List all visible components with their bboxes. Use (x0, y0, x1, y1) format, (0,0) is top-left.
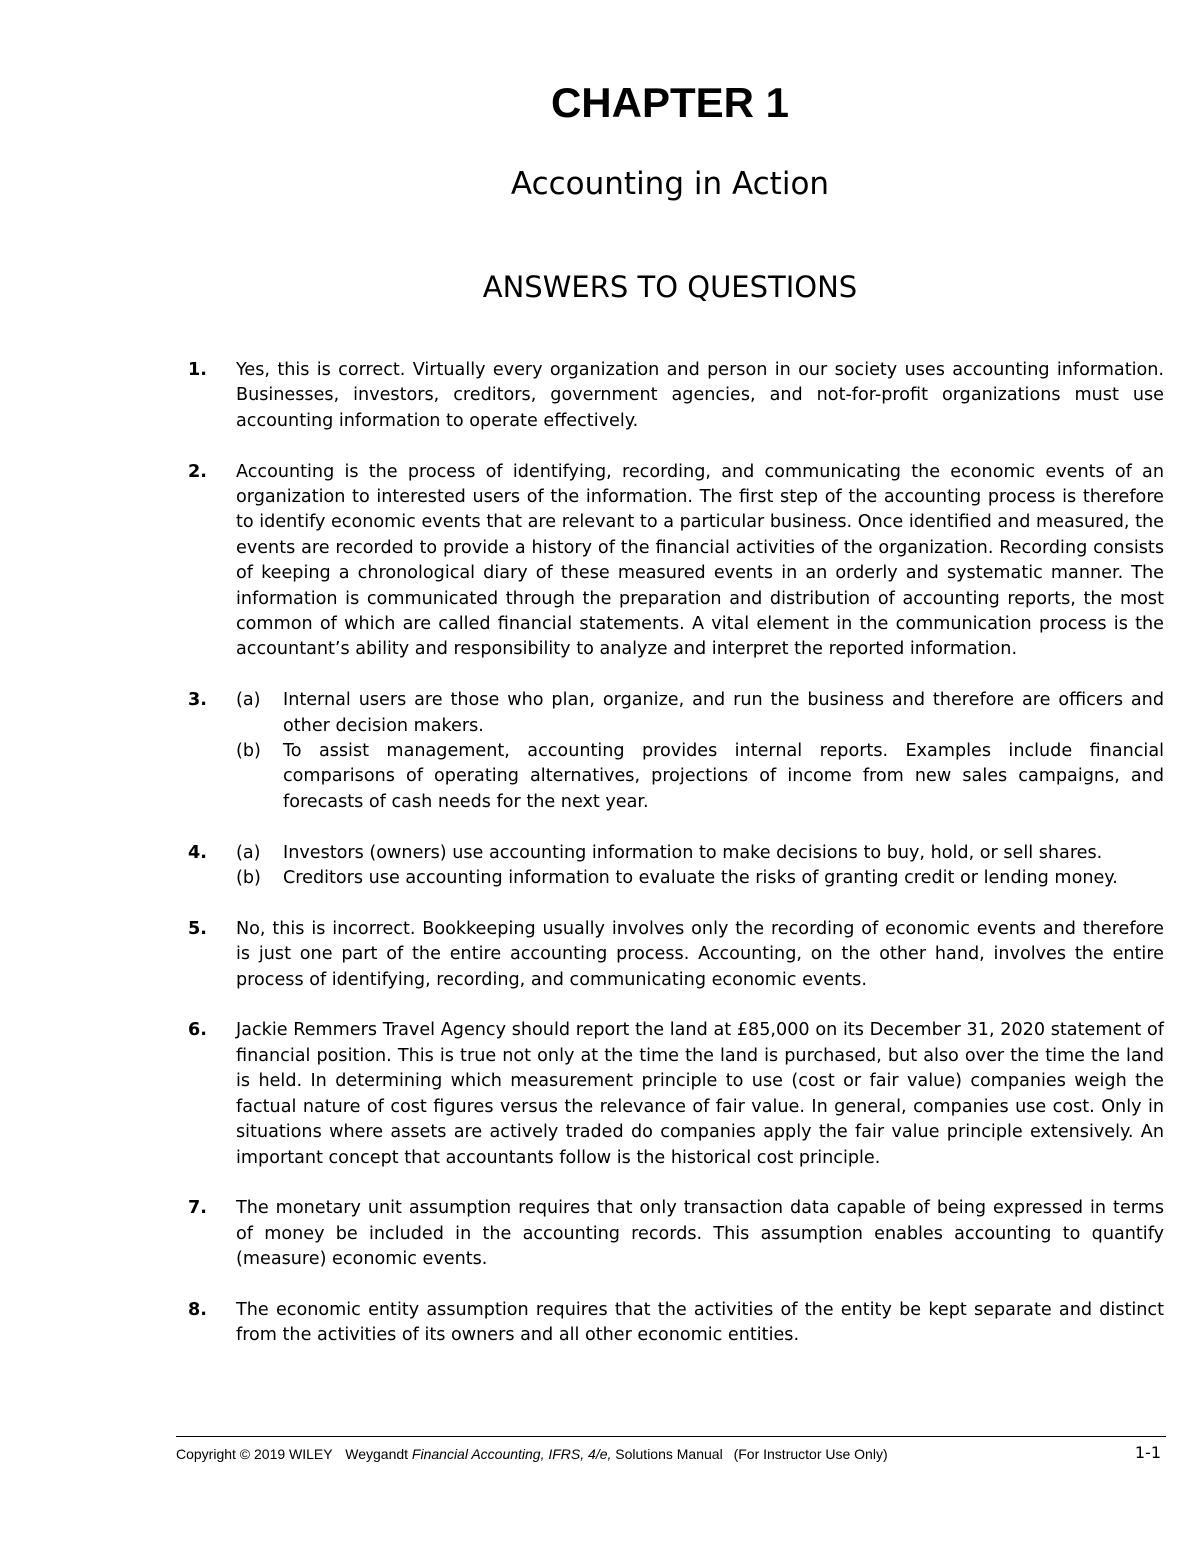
answer-text: No, this is incorrect. Bookkeeping usually involves only the recording of economic events and therefore is just one part of the entire accounting process. Accounting, on the other hand, involves the entire process of identifying, recording, and communicating economic events. (236, 918, 1164, 990)
answer-part (236, 866, 1164, 891)
answer-8 (186, 1298, 1164, 1349)
answer-part (236, 739, 1164, 815)
answer-number: 3. (188, 690, 207, 711)
part-text: Creditors use accounting information to evaluate the risks of granting credit or lending money. (283, 868, 1118, 889)
part-text: Internal users are those who plan, organize, and run the business and therefore are officers and other decision makers. (283, 690, 1164, 736)
footer-divider (176, 1436, 1166, 1437)
footer-copyright: Copyright © 2019 WILEY (176, 1446, 333, 1462)
chapter-title: CHAPTER 1 (550, 79, 790, 126)
page-number: 1-1 (1134, 1443, 1161, 1462)
answer-text: Jackie Remmers Travel Agency should report the land at £85,000 on its December 31, 2020 statement of financial position. This is true not only at the time the land is purchased, but also over the time the land is held. In determining which measurement principle to use (cost or fair value) companies weigh the factual nature of cost figures versus the relevance of fair value. In general, companies use cost. Only in situations where assets are actively traded do companies apply the fair value principle extensively. An important concept that accountants follow is the historical cost principle. (236, 1020, 1164, 1168)
answer-5 (186, 917, 1164, 993)
answer-3 (186, 688, 1164, 815)
section-heading: ANSWERS TO QUESTIONS (482, 270, 858, 304)
answer-number: 1. (188, 360, 207, 380)
footer-manual: Solutions Manual (615, 1446, 723, 1462)
answer-number: 4. (188, 842, 207, 863)
answer-number: 8. (188, 1299, 207, 1320)
footer-author: Weygandt (345, 1446, 409, 1462)
answer-1 (186, 358, 1164, 434)
answer-part (236, 841, 1164, 866)
answer-number: 2. (188, 461, 207, 482)
answer-4 (186, 841, 1164, 892)
answer-text: Accounting is the process of identifying, recording, and communicating the economic events of an organization to interested users of the information. The first step of the accounting process is therefore to identify economic events that are relevant to a particular business. Once identified and measured, the events are recorded to provide a history of the financial activities of the organization. Recording consists of keeping a chronological diary of these measured events in an orderly and systematic manner. The information is communicated through the preparation and distribution of accounting reports, the most common of which are called financial statements. A vital element in the communication process is the accountant’s ability and responsibility to analyze and interpret the reported information. (236, 461, 1164, 660)
answer-number: 7. (188, 1198, 207, 1219)
answer-2 (186, 460, 1164, 663)
answer-6 (186, 1018, 1164, 1170)
part-label: (b) (236, 868, 261, 889)
answer-number: 6. (188, 1020, 207, 1041)
part-text: Investors (owners) use accounting information to make decisions to buy, hold, or sell shares. (283, 842, 1103, 863)
answer-text: The monetary unit assumption requires that only transaction data capable of being expressed in terms of money be included in the accounting records. This assumption enables accounting to quantify (measure) economic events. (236, 1198, 1164, 1270)
answer-7 (186, 1196, 1164, 1272)
answer-part (236, 688, 1164, 739)
answers-list (186, 358, 1164, 1374)
footer-note: (For Instructor Use Only) (733, 1446, 888, 1462)
answer-text: The economic entity assumption requires that the activities of the entity be kept separate and distinct from the activities of its owners and all other economic entities. (236, 1299, 1164, 1346)
chapter-subtitle: Accounting in Action (510, 166, 830, 202)
page-footer (176, 1444, 1161, 1464)
part-text: To assist management, accounting provides internal reports. Examples include financial comparisons of operating alternatives, projections of income from new sales campaigns, and forecasts of cash needs for the next year. (283, 741, 1164, 812)
footer-book-title: Financial Accounting, IFRS, 4/e, (411, 1446, 612, 1462)
part-label: (a) (236, 690, 261, 711)
part-label: (b) (236, 741, 261, 762)
answer-text: Yes, this is correct. Virtually every organization and person in our society uses accounting information. Businesses, investors, creditors, government agencies, and not-for-profit organizations must use accounting information to operate effectively. (236, 360, 1164, 431)
answer-number: 5. (188, 918, 207, 939)
part-label: (a) (236, 842, 261, 863)
